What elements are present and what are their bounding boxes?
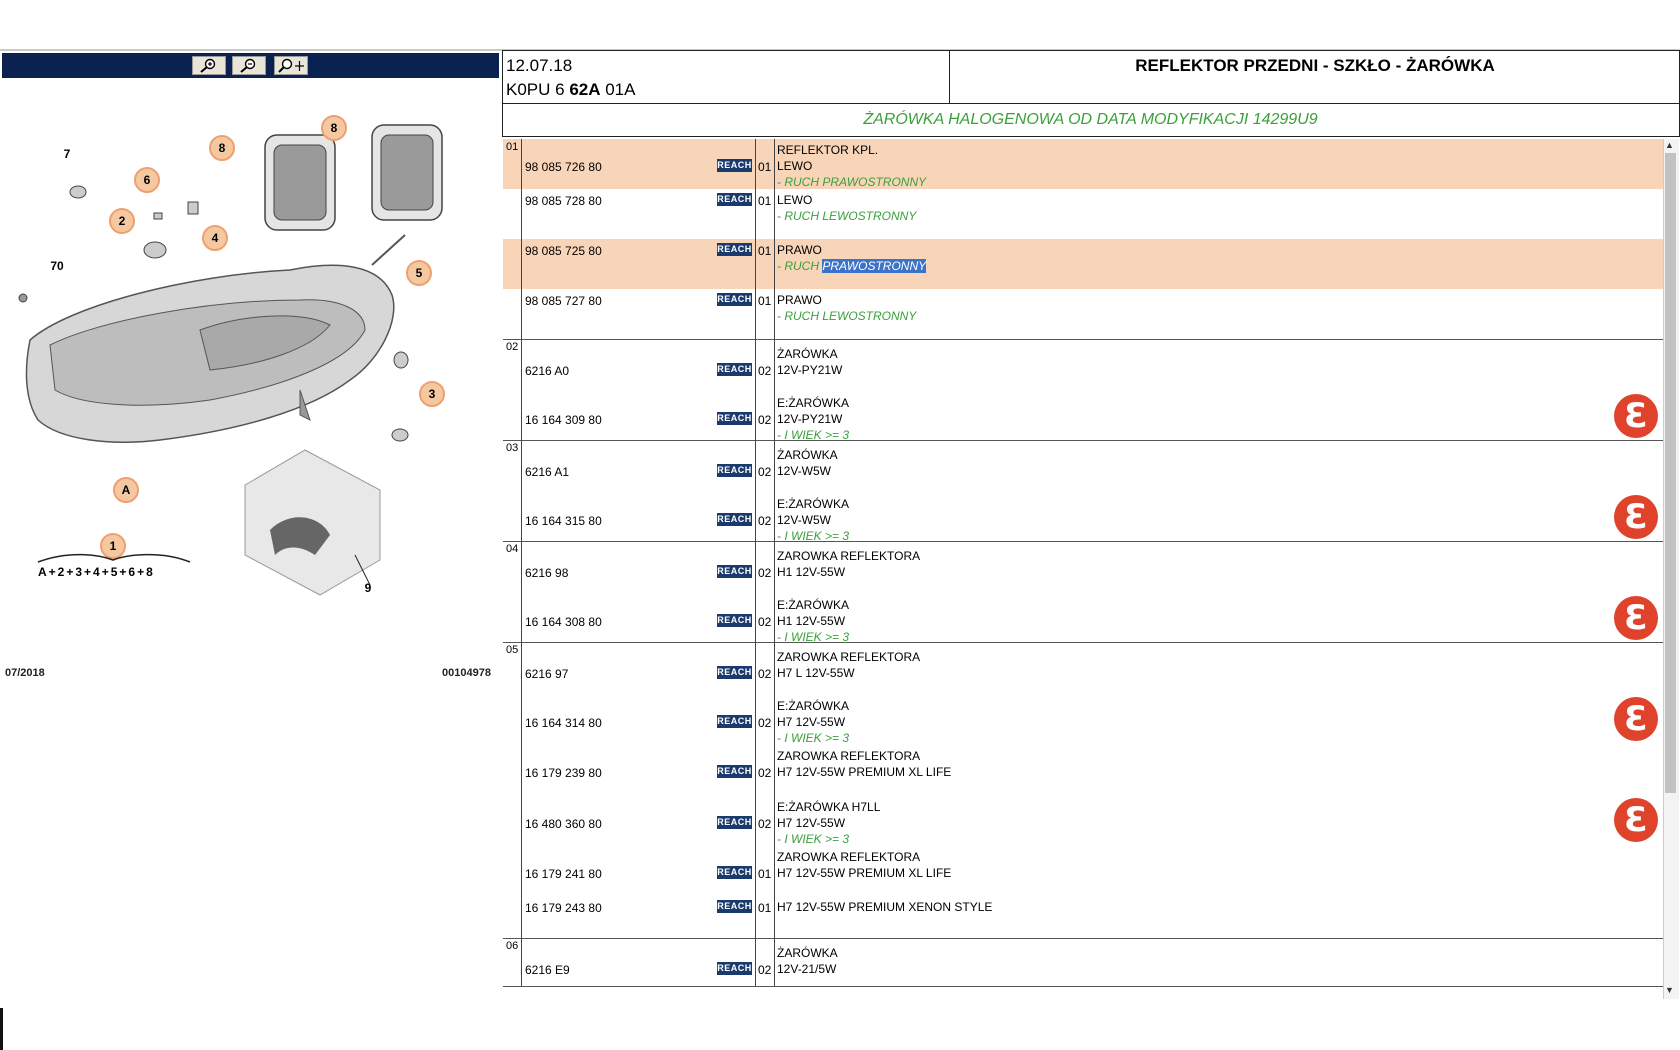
parts-group [503,139,1663,340]
part-row[interactable] [503,590,1663,642]
zoom-out-icon [238,58,260,73]
column-divider [521,541,522,642]
callout-1: 1 [109,539,117,553]
part-description [777,192,916,224]
callout-8a: 8 [218,141,226,155]
description-line: H7 12V-55W PREMIUM XENON STYLE [777,900,993,914]
quantity: 02 [758,364,772,378]
part-number[interactable]: 16 179 239 80 [525,766,602,780]
description-line: ZAROWKA REFLEKTORA [777,650,921,664]
reach-badge: REACH [717,294,752,304]
part-row[interactable] [503,489,1663,541]
description-line: ZAROWKA REFLEKTORA [777,549,921,563]
part-row[interactable] [503,792,1663,844]
callout-8b: 8 [330,121,338,135]
applicability-note: - RUCH LEWOSTRONNY [777,309,917,323]
description-line: ZAROWKA REFLEKTORA [777,749,921,763]
part-row[interactable] [503,938,1663,986]
callout-A: A [121,483,131,497]
applicability-note: - I WIEK >= 3 [777,630,850,644]
ballast-modules [265,125,442,230]
quantity: 01 [758,194,772,208]
reach-badge: REACH [717,716,752,726]
column-divider [755,642,756,938]
zoom-out-button[interactable] [232,56,266,75]
part-description [777,242,926,274]
headlamp-drawing [26,235,405,442]
quantity: 01 [758,867,772,881]
reach-badge: REACH [717,194,752,204]
part-row[interactable] [503,189,1663,239]
description-line: ŻARÓWKA [777,946,838,960]
eco-exchange-icon[interactable]: Ɛ [1614,697,1658,741]
description-line: H7 12V-55W [777,715,846,729]
part-number[interactable]: 16 179 241 80 [525,867,602,881]
description-line: H7 12V-55W PREMIUM XL LIFE [777,866,952,880]
catalog-date: 12.07.18 [506,56,573,75]
catalog-code [506,80,635,100]
diagram-number: 00104978 [442,667,491,679]
column-divider [774,541,775,642]
column-divider [755,938,756,986]
part-description [777,748,951,780]
callout-2: 2 [118,214,126,228]
quantity: 01 [758,294,772,308]
description-line: E:ŻARÓWKA H7LL [777,800,881,814]
part-row[interactable] [503,844,1663,881]
part-number[interactable]: 16 164 309 80 [525,413,602,427]
reach-badge: REACH [717,766,752,776]
eco-exchange-icon[interactable]: Ɛ [1614,394,1658,438]
part-row[interactable] [503,289,1663,339]
column-divider [755,139,756,339]
description-line [777,883,992,899]
reach-badge: REACH [717,413,752,423]
code-bold: 62A [569,80,601,99]
description-line: LEWO [777,193,813,207]
top-bar [0,0,1680,51]
parts-group [503,339,1663,441]
part-description [777,346,842,378]
parts-group [503,440,1663,542]
callout-3: 3 [428,387,436,401]
part-row[interactable] [503,541,1663,590]
part-number[interactable]: 98 085 727 80 [525,294,602,308]
quantity: 01 [758,901,772,915]
quantity: 02 [758,566,772,580]
scrollbar-thumb[interactable] [1665,153,1676,793]
applicability-note: - I WIEK >= 3 [777,529,850,543]
part-number[interactable]: 6216 97 [525,667,569,681]
description-line: E:ŻARÓWKA [777,396,850,410]
eco-exchange-icon[interactable]: Ɛ [1614,495,1658,539]
callout-9: 9 [364,581,372,595]
column-divider [774,440,775,541]
part-number[interactable]: 98 085 726 80 [525,160,602,174]
description-line: REFLEKTOR KPL. [777,143,879,157]
quantity: 02 [758,817,772,831]
parts-group [503,938,1663,987]
description-line: H1 12V-55W [777,565,846,579]
zoom-move-icon [277,58,305,73]
exploded-parts-diagram[interactable] [10,110,500,670]
group-number: 05 [506,644,519,656]
applicability-note [777,258,926,274]
description-line: PRAWO [777,293,822,307]
part-number[interactable]: 16 179 243 80 [525,901,602,915]
diagram-toolbar [2,53,499,78]
part-description [777,496,849,544]
callout-6: 6 [143,173,151,187]
reach-badge: REACH [717,615,752,625]
description-line: H7 12V-55W [777,816,846,830]
description-line: H1 12V-55W [777,614,846,628]
note-prefix: - RUCH [777,259,823,273]
eco-exchange-icon[interactable]: Ɛ [1614,798,1658,842]
description-line: PRAWO [777,243,822,257]
part-number[interactable]: 16 164 314 80 [525,716,602,730]
scroll-up-arrow[interactable]: ▲ [1665,140,1674,150]
reach-badge: REACH [717,817,752,827]
description-line: ŻARÓWKA [777,347,838,361]
part-number[interactable]: 6216 A1 [525,465,570,479]
applicability-note: - I WIEK >= 3 [777,428,850,442]
reach-badge: REACH [717,963,752,973]
column-divider [774,339,775,440]
reach-badge: REACH [717,514,752,524]
column-divider [774,642,775,938]
reach-badge: REACH [717,364,752,374]
description-line: 12V-W5W [777,464,832,478]
column-divider [521,642,522,938]
applicability-note: - RUCH PRAWOSTRONNY [777,175,927,189]
description-line: H7 12V-55W PREMIUM XL LIFE [777,765,952,779]
reach-badge: REACH [717,566,752,576]
part-number[interactable]: 6216 A0 [525,364,570,378]
description-line: H7 L 12V-55W [777,666,855,680]
description-line: ZAROWKA REFLEKTORA [777,850,921,864]
part-number[interactable]: 16 164 308 80 [525,615,602,629]
part-description [777,649,920,681]
quantity: 02 [758,465,772,479]
quantity: 02 [758,514,772,528]
diagram-date: 07/2018 [5,667,45,679]
part-description [777,142,926,190]
code-prefix: K0PU 6 [506,80,570,99]
parts-list [503,139,1663,1000]
column-divider [521,339,522,440]
callout-70: 70 [50,259,64,273]
quantity: 01 [758,244,772,258]
callout-4: 4 [211,231,219,245]
quantity: 02 [758,615,772,629]
part-row[interactable] [503,339,1663,388]
parts-group [503,541,1663,643]
part-description [777,395,849,443]
applicability-note: - I WIEK >= 3 [777,832,850,846]
part-row[interactable] [503,239,1663,289]
column-divider [521,440,522,541]
part-description [777,292,916,324]
part-number[interactable]: 16 480 360 80 [525,817,602,831]
part-row[interactable] [503,691,1663,743]
part-row[interactable] [503,876,1663,938]
part-description [777,799,880,847]
applicability-note: - I WIEK >= 3 [777,731,850,745]
part-number[interactable]: 6216 E9 [525,963,570,977]
column-divider [774,938,775,986]
reach-badge: REACH [717,667,752,677]
code-suffix: 01A [600,80,636,99]
column-divider [774,139,775,339]
part-description [777,945,838,977]
description-line: E:ŻARÓWKA [777,598,850,612]
reach-badge: REACH [717,465,752,475]
part-number[interactable]: 98 085 725 80 [525,244,602,258]
description-line: 12V-PY21W [777,412,843,426]
quantity: 02 [758,766,772,780]
quantity: 02 [758,413,772,427]
eco-exchange-icon[interactable]: Ɛ [1614,596,1658,640]
callout-7: 7 [63,147,71,161]
part-row[interactable] [503,139,1663,189]
selected-text[interactable]: PRAWOSTRONNY [822,259,927,273]
kit-formula: A+2+3+4+5+6+8 [38,565,155,579]
callout-5: 5 [415,266,423,280]
part-description [777,597,849,645]
part-description [777,698,849,746]
group-number: 06 [506,940,519,952]
part-number[interactable]: 16 164 315 80 [525,514,602,528]
modification-note: ŻARÓWKA HALOGENOWA OD DATA MODYFIKACJI 14299U9 [863,111,1318,128]
zoom-in-button[interactable] [192,56,226,75]
group-number: 01 [506,141,519,153]
group-number: 04 [506,543,519,555]
part-row[interactable] [503,642,1663,691]
column-divider [521,139,522,339]
scroll-down-arrow[interactable]: ▼ [1665,985,1674,995]
zoom-move-button[interactable] [274,56,308,75]
reach-badge: REACH [717,901,752,911]
quantity: 02 [758,963,772,977]
column-divider [755,541,756,642]
window-edge [0,1008,3,1050]
parts-group [503,642,1663,939]
group-number: 02 [506,341,519,353]
part-number[interactable]: 98 085 728 80 [525,194,602,208]
description-line: 12V-21/5W [777,962,837,976]
description-line: LEWO [777,159,813,173]
description-line: 12V-PY21W [777,363,843,377]
reach-badge: REACH [717,867,752,877]
description-line: E:ŻARÓWKA [777,497,850,511]
part-row[interactable] [503,440,1663,489]
column-divider [755,440,756,541]
part-description [777,447,838,479]
group-number: 03 [506,442,519,454]
description-line: E:ŻARÓWKA [777,699,850,713]
column-divider [755,339,756,440]
part-description [777,883,992,915]
kit-box [245,450,380,595]
reach-badge: REACH [717,160,752,170]
part-row[interactable] [503,388,1663,440]
quantity: 02 [758,667,772,681]
part-row[interactable] [503,743,1663,792]
part-description [777,548,920,580]
part-number[interactable]: 6216 98 [525,566,569,580]
column-divider [521,938,522,986]
zoom-in-icon [198,58,220,73]
description-line: 12V-W5W [777,513,832,527]
description-line: ŻARÓWKA [777,448,838,462]
reach-badge: REACH [717,244,752,254]
page-title: REFLEKTOR PRZEDNI - SZKŁO - ŻARÓWKA [1135,56,1495,75]
quantity: 02 [758,716,772,730]
applicability-note: - RUCH LEWOSTRONNY [777,209,917,223]
quantity: 01 [758,160,772,174]
